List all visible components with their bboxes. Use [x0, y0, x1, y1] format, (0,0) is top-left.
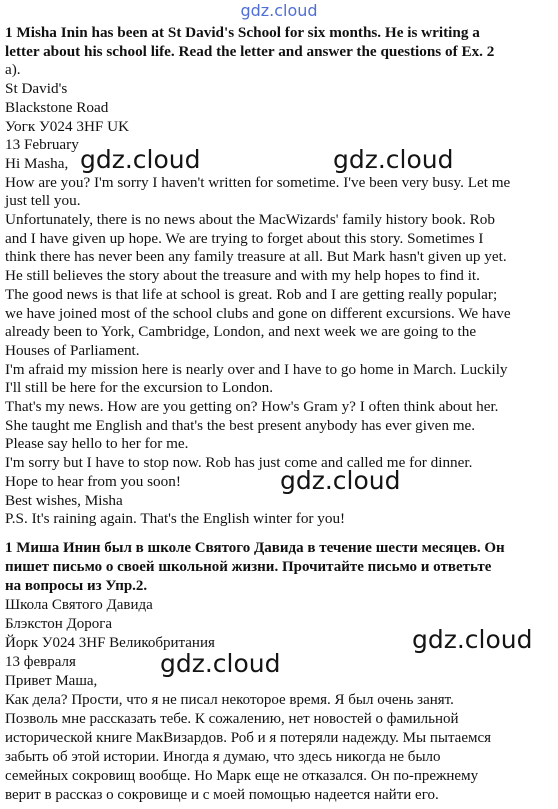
translation-line: Позволь мне рассказать тебе. К сожалению, нет новостей о фамильной [5, 710, 459, 727]
letter-line: P.S. It's raining again. That's the English winter for you! [5, 510, 346, 528]
letter-line: I'm afraid my mission here is nearly over and I have to go home in March. Luckily [5, 360, 508, 378]
letter-line: think there has never been any family treasure at all. But Mark hasn't given up yet. [5, 248, 507, 266]
letter-line: 13 February [5, 136, 79, 154]
translation-line: Йорк У024 3HF Великобритания [5, 634, 215, 651]
letter-line: just tell you. [5, 192, 81, 210]
english-section [5, 24, 553, 529]
watermark: gdz.cloud [412, 625, 533, 654]
letter-line: I'm sorry but I have to stop now. Rob has just come and called me for dinner. [5, 454, 473, 472]
english-heading-line: 1 Misha Inin has been at St David's School for six months. He is writing a [5, 24, 480, 41]
document-content [5, 24, 553, 805]
watermark: gdz.cloud [280, 466, 401, 495]
letter-line: Please say hello to her for me. [5, 435, 189, 453]
letter-line: Best wishes, Misha [5, 491, 123, 509]
watermark: gdz.cloud [160, 649, 281, 678]
site-watermark-top: gdz.cloud [240, 1, 318, 20]
letter-line: Hi Masha, [5, 154, 69, 172]
translation-line: исторической книге МакВизардов. Роб и я потеряли надежду. Мы пытаемся [5, 729, 492, 746]
letter-line: a). [5, 61, 21, 79]
translation-line: забыть об этой истории. Иногда я думаю, что здесь никогда не было [5, 748, 441, 765]
letter-line: He still believes the story about the treasure and with my help hopes to find it. [5, 267, 480, 285]
letter-line: She taught me English and that's the best present anybody has ever given me. [5, 416, 476, 434]
translation-line: 13 февраля [5, 653, 76, 670]
letter-line: Houses of Parliament. [5, 341, 140, 359]
translation-line: семейных сокровищ вообще. Но Марк еще не отказался. Он по-прежнему [5, 767, 479, 784]
translation-line: Блэкстон Дорога [5, 615, 113, 632]
section-spacer [5, 529, 553, 539]
letter-line: Уогк У024 3HF UK [5, 117, 130, 135]
letter-line: Unfortunately, there is no news about the MacWizards' family history book. Rob [5, 211, 495, 229]
translation-line: Школа Святого Давида [5, 596, 153, 613]
russian-heading-line: на вопросы из Упр.2. [5, 577, 148, 594]
english-heading-line: letter about his school life. Read the letter and answer the questions of Ex. 2 [5, 42, 495, 60]
letter-line: That's my news. How are you getting on? How's Gram y? I often think about her. [5, 398, 499, 416]
letter-line: I'll still be here for the excursion to London. [5, 379, 274, 397]
letter-line: we have joined most of the school clubs and gone on different excursions. We have [5, 304, 511, 322]
translation-line: Как дела? Прости, что я не писал некоторое время. Я был очень занят. [5, 691, 454, 708]
russian-heading-line: пишет письмо о своей школьной жизни. Прочитайте письмо и ответьте [5, 558, 492, 575]
letter-line: The good news is that life at school is great. Rob and I are getting really popular; [5, 285, 498, 303]
letter-line: and I have given up hope. We are trying to forget about this story. Sometimes I [5, 229, 484, 247]
letter-line: St David's [5, 80, 68, 98]
translation-line: Привет Маша, [5, 672, 98, 689]
watermark: gdz.cloud [80, 145, 201, 174]
letter-line: already been to York, Cambridge, London, and next week we are going to the [5, 323, 477, 341]
letter-line: How are you? I'm sorry I haven't written for sometime. I've been very busy. Let me [5, 173, 511, 191]
letter-line: Blackstone Road [5, 98, 109, 116]
russian-heading-line: 1 Миша Инин был в школе Святого Давида в течение шести месяцев. Он [5, 539, 505, 556]
watermark: gdz.cloud [333, 145, 454, 174]
letter-line: Hope to hear from you soon! [5, 472, 181, 490]
translation-line: верит в рассказ о сокровище и с моей помощью надеется найти его. [5, 786, 439, 803]
